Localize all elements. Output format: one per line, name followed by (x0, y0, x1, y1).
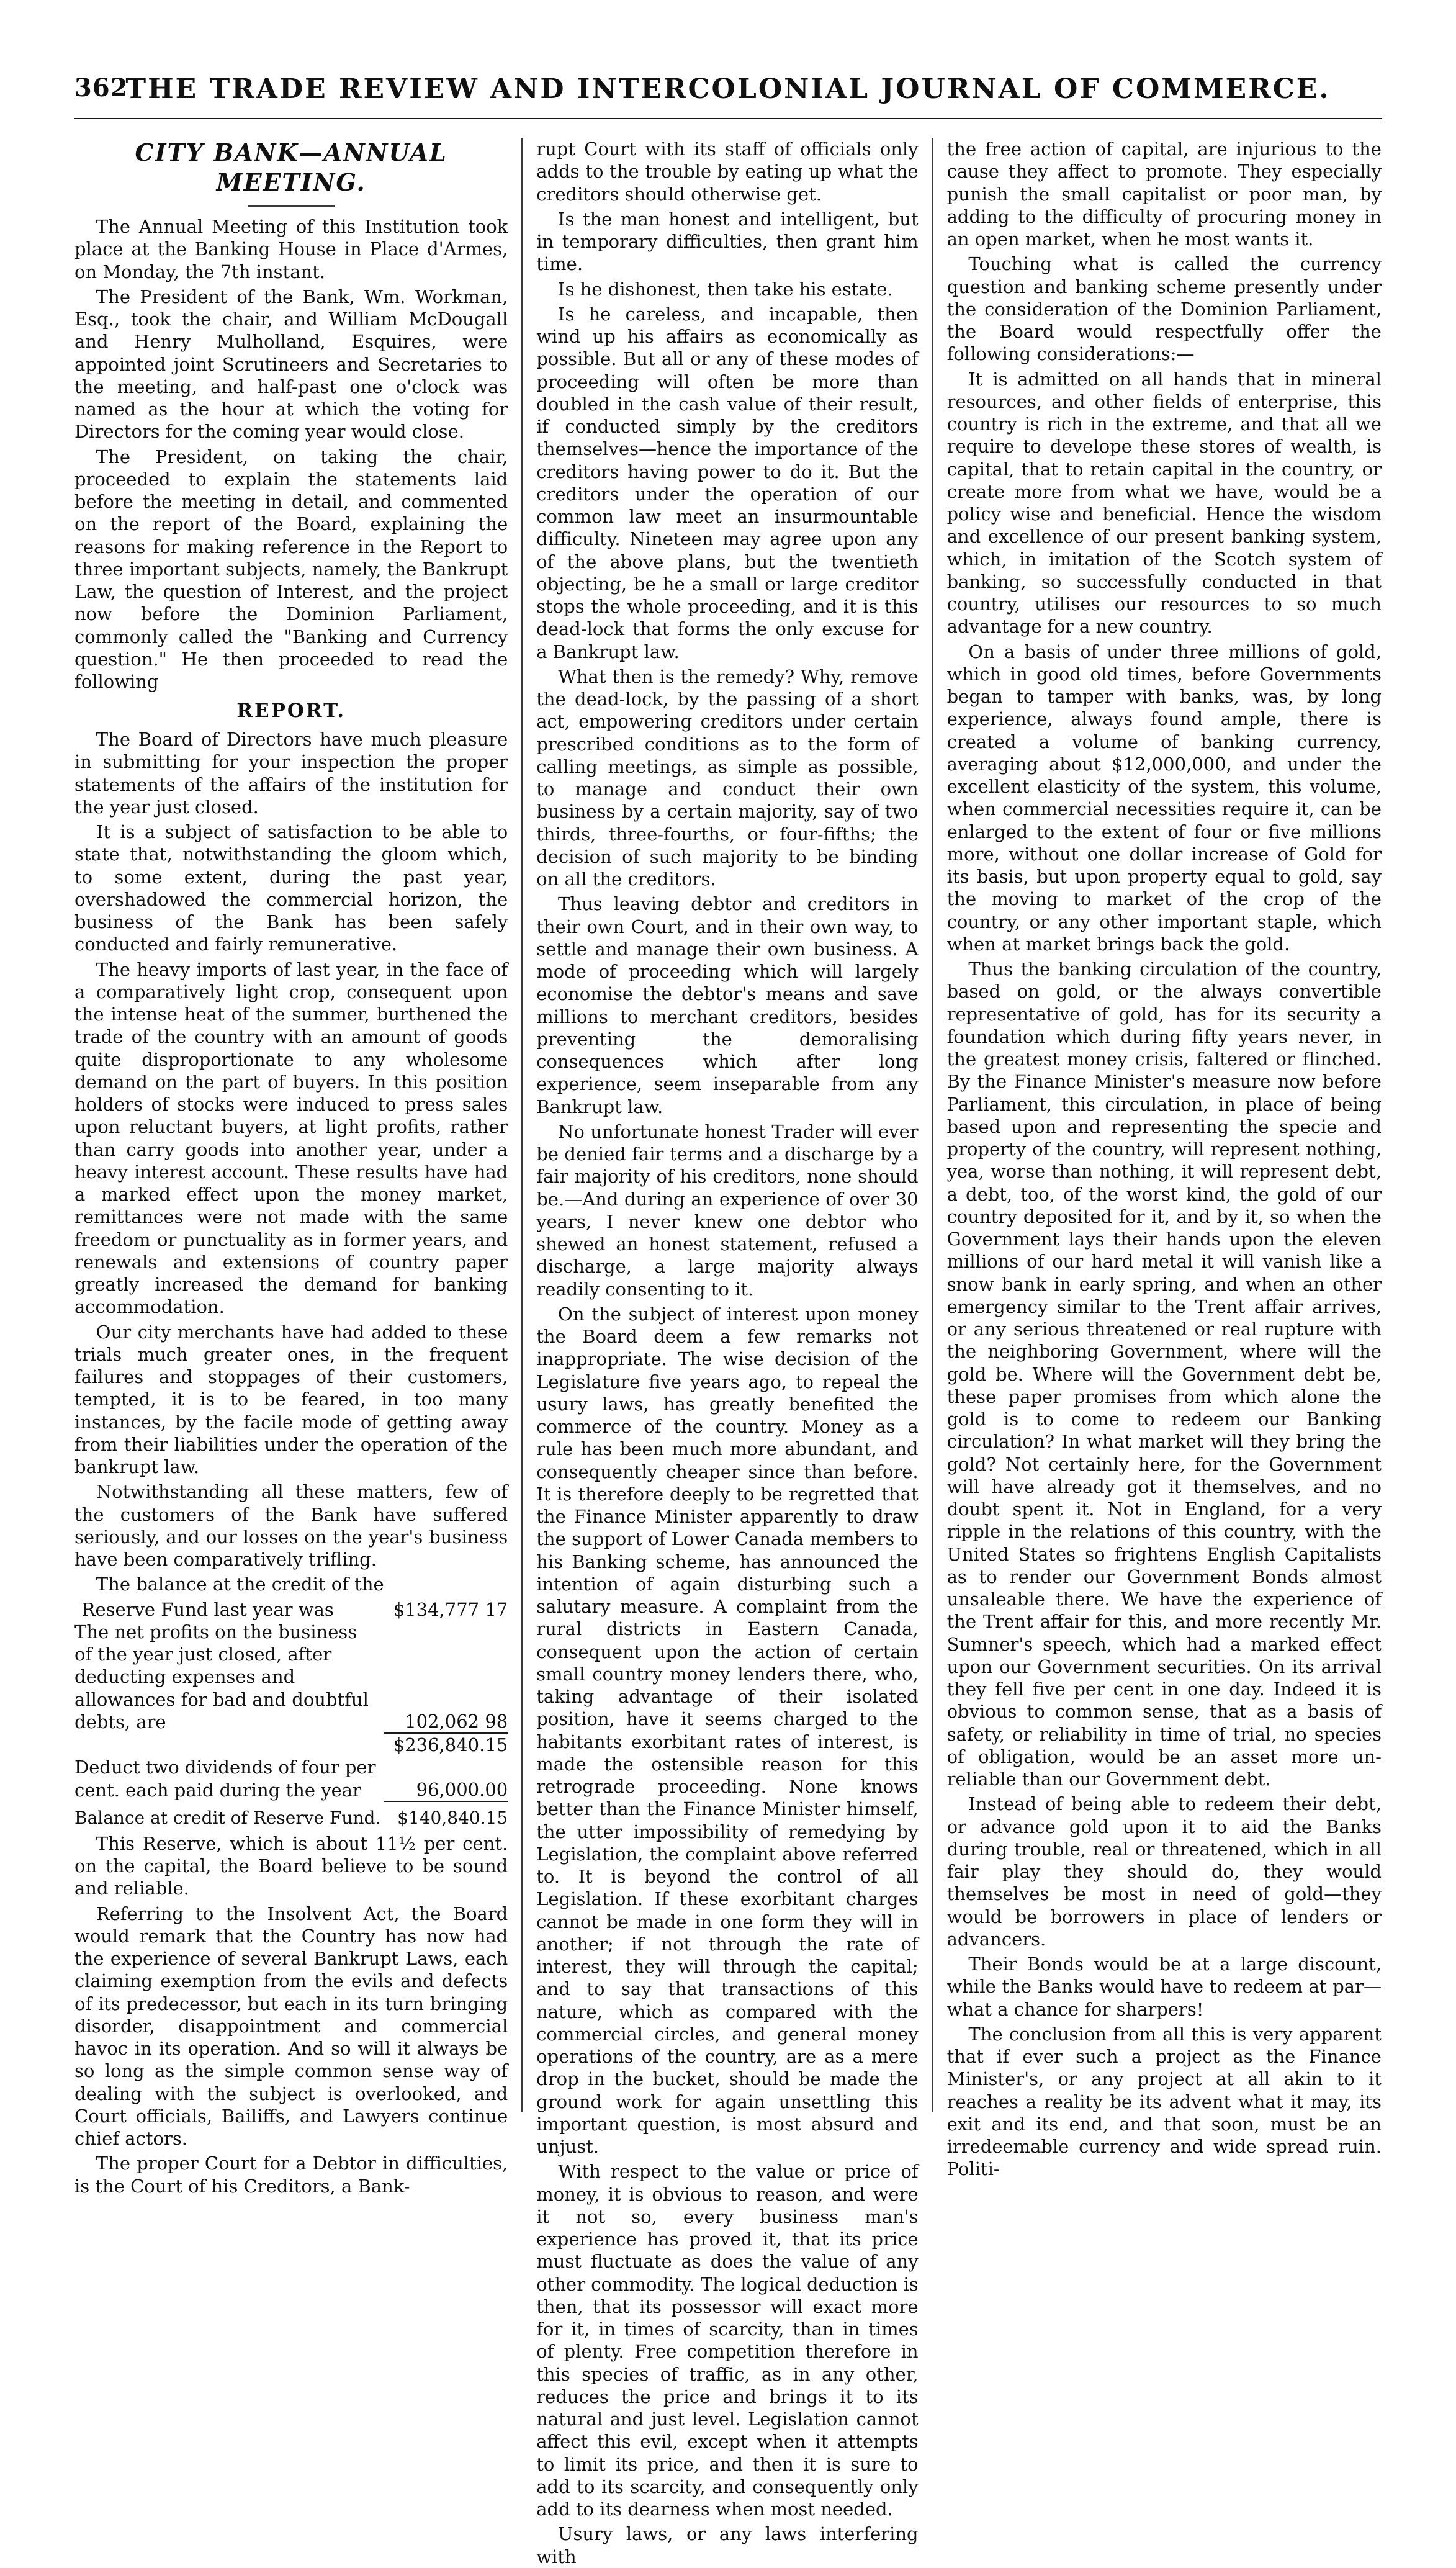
paragraph: What then is the remedy? Why, remove the dead-lock, by the passing of a short act, empowering creditors under certain prescribed conditions as to the form of calling meetings, as simple as possible, to manage and conduct their own business by a certain majority, say of two thirds, three-fourths, or four-fifths; the decision of such majority to be binding on all the creditors. (536, 665, 919, 890)
net-profit-amount: 102,062 98 (384, 1621, 508, 1733)
paragraph: No unfortunate honest Trader will ever be denied fair terms and a discharge by a fair majority of his creditors, none should be.—And during an experience of over 30 years, I never knew one debtor who shewed an honest statement, refused a discharge, a large majority always readily consenting to it. (536, 1120, 919, 1300)
paragraph: The proper Court for a Debtor in difficulties, is the Court of his Creditors, a Bank- (74, 2153, 508, 2197)
statement-row (74, 1756, 508, 1801)
reserve-label: Reserve Fund last year was (81, 1598, 334, 1620)
final-balance-amount: $140,840.15 (397, 1807, 508, 1828)
article-columns (74, 138, 1382, 2567)
deduct-amount: 96,000.00 (384, 1756, 508, 1801)
deduct-label: Deduct two dividends of four per cent. each paid during the year (74, 1757, 376, 1801)
journal-title: THE TRADE REVIEW AND INTERCOLONIAL JOURNAL OF COMMERCE. (125, 73, 1331, 105)
column-2 (521, 138, 933, 2567)
report-heading: REPORT. (236, 700, 346, 723)
title-rule (248, 205, 335, 207)
paragraph: The balance at the credit of the (96, 1574, 384, 1595)
paragraph: This Reserve, which is about 11½ per cent. on the capital, the Board believe to be sound and reliable. (74, 1832, 508, 1899)
paragraph: rupt Court with its staff of officials only adds to the trouble by eating up what the creditors should otherwise get. (536, 138, 919, 205)
article-title: CITY BANK—ANNUAL MEETING. (135, 138, 447, 196)
paragraph: Is he dishonest, then take his estate. (558, 278, 893, 300)
statement-row (74, 1598, 508, 1621)
net-profit-label: The net profits on the business of the year just closed, after deducting expenses and allowances for bad and doubtful debts, are (74, 1621, 369, 1732)
paragraph: The Board of Directors have much pleasure in submitting for your inspection the proper statements of the affairs of the institution for the year just closed. (74, 729, 508, 818)
paragraph: Their Bonds would be at a large discount, while the Banks would have to redeem at par—what a chance for sharpers! (946, 1953, 1382, 2020)
paragraph: With respect to the value or price of money, it is obvious to reason, and were it not so, every business man's experience has proved it, that its price must fluctuate as does the value of any other commodity. The logical deduction is then, that its possessor will exact more for it, in times of scarcity, than in times of plenty. Free competition therefore in this species of traffic, as in any other, reduces the price and brings it to its natural and just level. Legislation cannot affect this evil, except when it attempts to limit its price, and then it is sure to add to its scarcity, and consequently only add to its dearness when most needed. (536, 2161, 919, 2520)
subtotal-amount: $236,840.15 (393, 1734, 508, 1755)
page-number: 362 (74, 73, 128, 102)
paragraph: Is the man honest and intelligent, but in temporary difficulties, then grant him time. (536, 208, 919, 275)
reserve-fund-statement (74, 1598, 508, 1802)
final-balance-line (74, 1807, 508, 1829)
paragraph: The President, on taking the chair, proceeded to explain the statements laid before the meeting in detail, and commented on the report of the Board, explaining the reasons for making reference in the Report to three important subjects, namely, the Bankrupt Law, the question of Interest, and the project now before the Dominion Parliament, commonly called the "Banking and Currency question." He then proceeded to read the following (74, 446, 508, 692)
final-balance-label: Balance at credit of Reserve Fund. (74, 1807, 381, 1828)
column-1 (74, 138, 521, 2197)
paragraph: Our city merchants have had added to these trials much greater ones, in the frequent failures and stoppages of their customers, tempted, it is to be feared, in too many instances, by the facile mode of getting away from their liabilities under the operation of the bankrupt law. (74, 1321, 508, 1477)
paragraph: Touching what is called the currency question and banking scheme presently under the consideration of the Dominion Parliament, the Board would respectfully offer the following considerations:— (946, 253, 1382, 365)
paragraph: Usury laws, or any laws interfering with (536, 2523, 919, 2567)
paragraph: Thus the banking circulation of the country, based on gold, or the always convertible representative of gold, has for its security a foundation which during fifty years never, in the greatest money crisis, faltered or flinched. By the Finance Minister's measure now before Parliament, this circulation, in place of being based upon and representing the specie and property of the country, will represent nothing, yea, worse than nothing, it will represent debt, a debt, too, of the worst kind, the gold of our country deposited for it, and by it, so when the Government lays their hands upon the eleven millions of our hard metal it will vanish like a snow bank in early spring, and when an other emergency similar to the Trent affair arrives, or any serious threatened or real rupture with the neighboring Government, where will the gold be. Where will the Government debt be, these paper promises from which alone the gold is to come to redeem our Banking circulation? In what market will they bring the gold? Not certainly here, for the Government will have already got it themselves, and no doubt spent it. Not in England, for a very ripple in the relations of this country, with the United States so frightens English Capitalists as to render our Government Bonds almost unsaleable there. We have the experience of the Trent affair for this, and more recently Mr. Sumner's speech, which had a marked effect upon our Government securities. On its arrival they fell five per cent in one day. Indeed it is obvious to common sense, that as a basis of safety, or reliability in time of trial, no species of obligation, would be an asset more un-reliable than our Government debt. (946, 958, 1382, 1790)
paragraph: On the subject of interest upon money the Board deem a few remarks not inappropriate. The wise decision of the Legislature five years ago, to repeal the usury laws, has greatly benefited the commerce of the country. Money as a rule has been much more abundant, and consequently cheaper since than before. It is therefore deeply to be regretted that the Finance Minister apparently to draw the support of Lower Canada members to his Banking scheme, has announced the intention of again disturbing such a salutary measure. A complaint from the rural districts in Eastern Canada, consequent upon the action of certain small country money lenders there, who, taking advantage of their isolated position, have it seems charged to the habitants exorbitant rates of interest, is made the ostensible reason for this retrograde proceeding. None knows better than the Finance Minister himself, the utter impossibility of remedying by Legislation, the complaint above referred to. It is beyond the control of all Legislation. If these exorbitant charges cannot be made in one form they will in another; if not through the rate of interest, they will through the capital; and to say that transactions of this nature, which as compared with the commercial circles, and general money operations of the country, are as a mere drop in the bucket, should be made the ground work for again unsettling this important question, is most absurd and unjust. (536, 1303, 919, 2157)
paragraph: It is a subject of satisfaction to be able to state that, notwithstanding the gloom which, to some extent, during the past year, overshadowed the commercial horizon, the business of the Bank has been safely conducted and fairly remunerative. (74, 821, 508, 955)
paragraph: Thus leaving debtor and creditors in their own Court, and in their own way, to settle and manage their own business. A mode of proceeding which will largely economise the debtor's means and save millions to merchant creditors, besides preventing the demoralising consequences which after long experience, seem inseparable from any Bankrupt law. (536, 893, 919, 1117)
paragraph: It is admitted on all hands that in mineral resources, and other fields of enterprise, this country is rich in the extreme, and that all we require to develope these stores of wealth, is capital, that to retain capital in the country, or create more from what we have, would be a policy wise and beneficial. Hence the wisdom and excellence of our present banking system, which, in imitation of the Scotch system of banking, so successfully conducted in that country, utilises our resources to so much advantage for a new country. (946, 368, 1382, 637)
paragraph: The Annual Meeting of this Institution took place at the Banking House in Place d'Armes, on Monday, the 7th instant. (74, 216, 508, 282)
paragraph: On a basis of under three millions of gold, which in good old times, before Governments began to tamper with banks, was, by long experience, always found ample, there is created a volume of banking currency, averaging about $12,000,000, and under the excellent elasticity of the system, this volume, when commercial necessities require it, can be enlarged to the extent of four or five millions more, without one dollar increase of Gold for its basis, but upon property equal to gold, say the moving to market of the crop of the country, or any other important staple, which when at market brings back the gold. (946, 641, 1382, 955)
statement-row (74, 1621, 508, 1733)
reserve-amount: $134,777 17 (393, 1598, 508, 1620)
paragraph: Referring to the Insolvent Act, the Board would remark that the Country has now had the experience of several Bankrupt Laws, each claiming exemption from the evils and defects of its predecessor, but each in its turn bringing disorder, disappointment and commercial havoc in its operation. And so will it always be so long as the simple common sense way of dealing with the subject is overlooked, and Court officials, Bailiffs, and Lawyers continue chief actors. (74, 1903, 508, 2149)
statement-row (74, 1733, 508, 1756)
paragraph: The conclusion from all this is very apparent that if ever such a project as the Finance Minister's, or any project at all akin to it reaches a reality be its advent what it may, its exit and its end, and that soon, must be an irredeemable currency and wide spread ruin. Politi- (946, 2023, 1382, 2180)
paragraph: Notwithstanding all these matters, few of the customers of the Bank have suffered seriously, and our losses on the year's business have been comparatively trifling. (74, 1481, 508, 1570)
page-header (74, 68, 1382, 120)
paragraph: Instead of being able to redeem their debt, or advance gold upon it to aid the Banks during trouble, real or threatened, which in all fair play they should do, they would themselves be most in need of gold—they would be borrowers in place of lenders or advancers. (946, 1793, 1382, 1950)
column-3 (933, 138, 1382, 2180)
paragraph: the free action of capital, are injurious to the cause they affect to promote. They especially punish the small capitalist or poor man, by adding to the difficulty of procuring money in an open market, when he most wants it. (946, 138, 1382, 250)
paragraph: The heavy imports of last year, in the face of a comparatively light crop, consequent upon the intense heat of the summer, burthened the trade of the country with an amount of goods quite disproportionate to any wholesome demand on the part of buyers. In this position holders of stocks were induced to press sales upon reluctant buyers, at light profits, rather than carry goods into another year, under a heavy interest account. These results have had a marked effect upon the money market, remittances were not made with the same freedom or punctuality as in former years, and renewals and extensions of country paper greatly increased the demand for banking accommodation. (74, 958, 508, 1318)
paragraph: Is he careless, and incapable, then wind up his affairs as economically as possible. But all or any of these modes of proceeding will often be more than doubled in the cash value of their result, if conducted simply by the creditors themselves—hence the importance of the creditors having power to do it. But the creditors under the operation of our common law meet an insurmountable difficulty. Nineteen may agree upon any of the above plans, but the twentieth objecting, be he a small or large creditor stops the whole proceeding, and it is this dead-lock that forms the only excuse for a Bankrupt law. (536, 303, 919, 662)
paragraph: The President of the Bank, Wm. Workman, Esq., took the chair, and William McDougall and Henry Mulholland, Esquires, were appointed joint Scrutineers and Secretaries to the meeting, and half-past one o'clock was named as the hour at which the voting for Directors for the coming year would close. (74, 286, 508, 443)
